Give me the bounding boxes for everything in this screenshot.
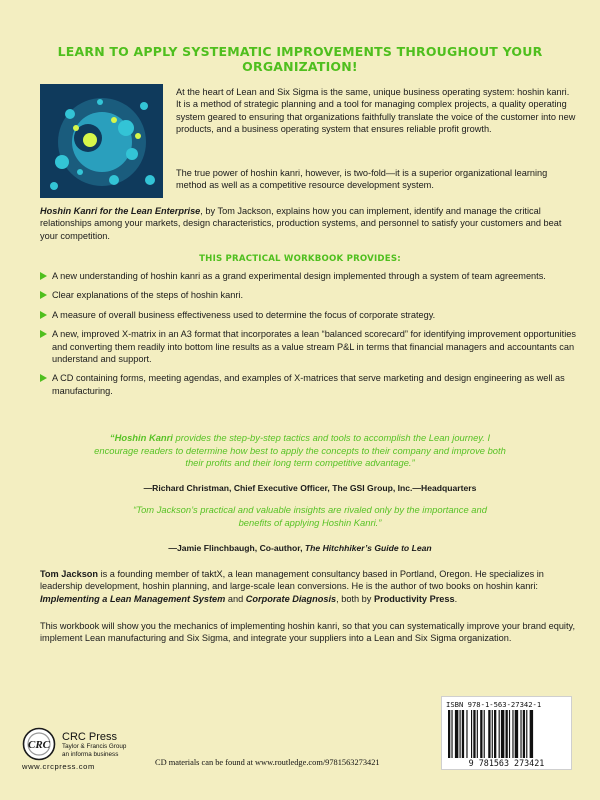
list-item <box>40 372 580 397</box>
author-bio-connector: and <box>225 593 246 604</box>
book-paragraph <box>40 205 575 242</box>
barcode-bar <box>492 710 493 758</box>
bullet-arrow-icon <box>40 291 47 299</box>
endorsement-attribution-2 <box>110 543 490 553</box>
barcode-bar <box>515 710 518 758</box>
abstract-cyan-dots-image <box>40 84 163 198</box>
hero-image <box>40 84 163 198</box>
barcode-bar <box>526 710 527 758</box>
publisher-block <box>62 731 172 758</box>
list-item-text: A CD containing forms, meeting agendas, and examples of X-matrices that serve marketing and design engineering as well as manufacturing. <box>52 373 565 396</box>
barcode-bar <box>484 710 485 758</box>
crc-press-logo <box>22 727 56 761</box>
list-item-text: A new, improved X-matrix in an A3 format that incorporates a lean “balanced scorecard” for identifying improvement opportunities and converting them readily into bottom line results as a value stream P&L in terms that financial managers and accountants can understand and support. <box>52 329 576 365</box>
author-bio <box>40 568 580 605</box>
publisher-group: Taylor & Francis Group <box>62 743 127 750</box>
barcode-bar <box>530 710 533 758</box>
barcode-bar <box>473 710 475 758</box>
book-title: Hoshin Kanri for the Lean Enterprise <box>40 206 201 216</box>
attribution-2-prefix: —Jamie Flinchbaugh, Co-author, <box>168 543 305 553</box>
barcode-bar <box>501 710 504 758</box>
isbn-barcode <box>441 696 572 770</box>
intro-paragraph-1: At the heart of Lean and Six Sigma is the same, unique business operating system: hoshin kanri. It is a method of strategic planning and a tool for managing complex projects, a quality operating system geared to ensuring that organizations faithfully translate the voice of the customer into new products, and a business operating system that ensures reliable profit growth. <box>176 87 576 135</box>
list-item-text: A measure of overall business effectiveness used to determine the focus of corporate strategy. <box>52 309 436 320</box>
cd-materials-note: CD materials can be found at www.routledge.com/9781563273421 <box>155 758 380 767</box>
workbook-paragraph: This workbook will show you the mechanics of implementing hoshin kanri, so that you can systematically improve your brand equity, implement Lean manufacturing and Six Sigma, and integrate your suppliers into a Lean and Six Sigma organization. <box>40 621 575 644</box>
author-book-1: Implementing a Lean Management System <box>40 593 226 604</box>
list-item-text: A new understanding of hoshin kanri as a grand experimental design implemented through a system of team agreements. <box>52 271 546 281</box>
barcode-bar <box>488 710 490 758</box>
author-bio-text: is a founding member of taktX, a lean management consultancy based in Portland, Oregon. He specializes in leadership development, hoshin planning, and large-scale lean conversions. He is the author of two books on hoshin kanri: <box>40 569 544 592</box>
barcode-bar <box>523 710 525 758</box>
barcode-bar <box>509 710 510 758</box>
barcode-bar <box>448 710 450 758</box>
publisher-tagline: an informa business <box>62 750 119 758</box>
list-item <box>40 328 580 365</box>
barcode-bar <box>506 710 508 758</box>
crc-logo-text: CRC <box>27 739 51 751</box>
bullet-arrow-icon <box>40 374 47 382</box>
isbn-label: ISBN 978-1-563-27342-1 <box>446 700 542 709</box>
barcode-bar <box>462 710 464 758</box>
author-bio-text-2: , both by <box>336 593 374 604</box>
author-publisher: Productivity Press <box>373 593 455 604</box>
author-name: Tom Jackson <box>40 569 99 579</box>
list-item <box>40 289 580 301</box>
provides-list <box>40 270 580 404</box>
barcode-bar <box>466 710 467 758</box>
endorsement-quote-1 <box>90 432 510 470</box>
endorsement-attribution-1: —Richard Christman, Chief Executive Officer, The GSI Group, Inc.—Headquarters <box>143 483 477 493</box>
barcode-bar <box>512 710 513 758</box>
attribution-2-book: The Hitchhiker’s Guide to Lean <box>304 543 432 553</box>
barcode-bar <box>455 710 458 758</box>
intro-paragraph-2: The true power of hoshin kanri, however, is two-fold—it is a superior organizational learning method as well as a competitive resource development system. <box>176 168 548 191</box>
publisher-name: CRC Press <box>62 731 118 743</box>
bullet-arrow-icon <box>40 272 47 280</box>
endorsement-quote-2: “Tom Jackson’s practical and valuable insights are rivaled only by the importance and benefits of applying Hoshin Kanri.” <box>133 504 487 528</box>
barcode-bar <box>451 710 452 758</box>
quote-1-text: provides the step-by-step tactics and tools to accomplish the Lean journey. I encourage readers to determine how best to apply the concepts to their company and improve both their profits and their long term competitive advantage.” <box>94 432 506 469</box>
author-bio-end: . <box>454 593 458 604</box>
barcode-number: 9 781563 273421 <box>468 758 545 768</box>
bullet-arrow-icon <box>40 311 47 319</box>
barcode-bar <box>520 710 521 758</box>
provides-heading: THIS PRACTICAL WORKBOOK PROVIDES: <box>199 254 401 264</box>
barcode-bar <box>494 710 496 758</box>
barcode-bar <box>471 710 472 758</box>
barcode-bar <box>460 710 461 758</box>
list-item <box>40 270 580 282</box>
bullet-arrow-icon <box>40 330 47 338</box>
cover-headline: LEARN TO APPLY SYSTEMATIC IMPROVEMENTS THROUGHOUT YOUR ORGANIZATION! <box>57 44 543 74</box>
quote-1-lead: “Hoshin Kanri <box>109 432 173 443</box>
book-paragraph-text: , by Tom Jackson, explains how you can implement, identify and manage the critical relationships among your markets, design characteristics, production systems, and personnel to satisfy your customers and beat your competition. <box>40 206 562 241</box>
list-item-text: Clear explanations of the steps of hoshin kanri. <box>52 290 244 301</box>
barcode-bars-image <box>448 710 565 758</box>
barcode-bar <box>480 710 482 758</box>
barcode-bar <box>499 710 500 758</box>
list-item <box>40 309 580 321</box>
publisher-url: www.crcpress.com <box>22 762 95 771</box>
author-book-2: Corporate Diagnosis <box>245 593 337 604</box>
barcode-bar <box>477 710 478 758</box>
